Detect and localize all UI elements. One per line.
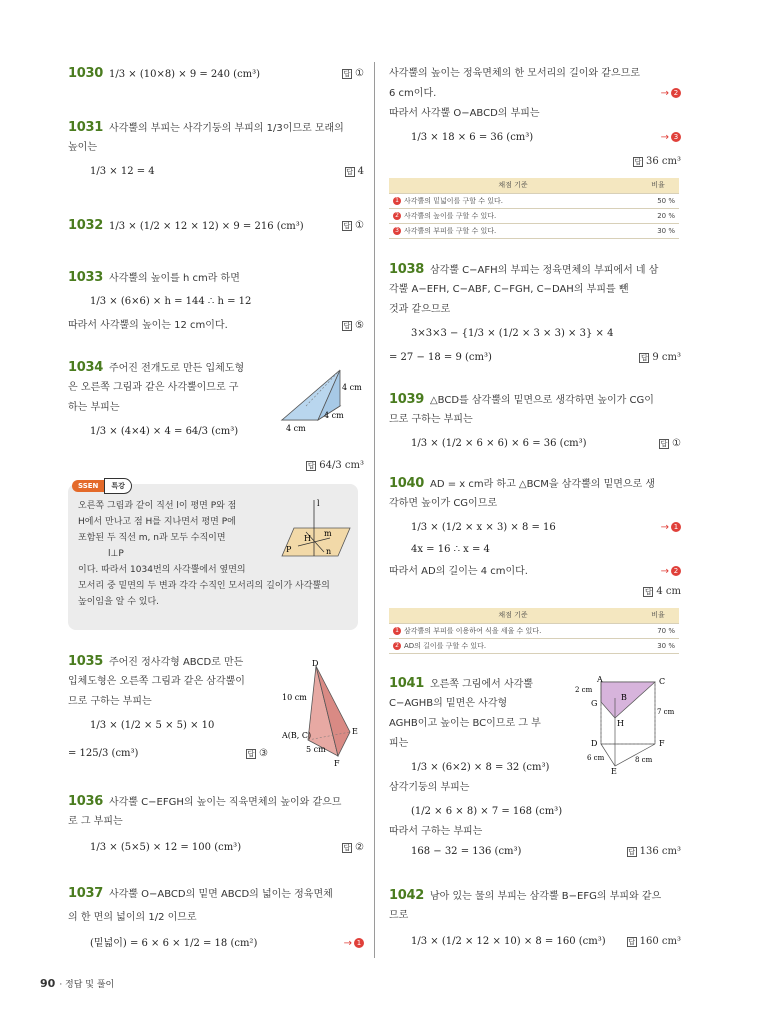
- answer-icon: 답: [343, 221, 351, 230]
- text: 므로 구하는 부피는: [389, 414, 473, 425]
- problem-number: 1038: [389, 262, 424, 277]
- text: 각뿔 A−EFH, C−ABF, C−FGH, C−DAH의 부피를 뺀: [389, 284, 629, 295]
- problem-1037: [68, 884, 364, 954]
- equation: = 27 − 18 = 9 (cm³): [389, 352, 492, 363]
- problem-1039: [389, 390, 681, 454]
- problem-1035: [68, 652, 364, 768]
- tip-text: 오른쪽 그림과 같이 직선 l이 평면 P와 점: [78, 501, 237, 511]
- equation: 1/3 × (1/2 × x × 3) × 8 = 16: [411, 522, 556, 533]
- problem-number: 1037: [68, 886, 103, 901]
- column-divider: [374, 62, 375, 958]
- text: C−AGHB의 밑면은 사각형: [389, 698, 508, 709]
- text: 따라서 AD의 길이는 4 cm이다.: [389, 566, 528, 577]
- figure-label: 4 cm: [324, 411, 344, 420]
- figure-label: 4 cm: [342, 383, 362, 392]
- problem-1038: [389, 260, 681, 368]
- answer-icon: 답: [628, 937, 636, 946]
- text: 므로: [389, 910, 409, 921]
- problem-1037-continued: [389, 64, 681, 172]
- equation: 1/3 × (4×4) × 4 = 64/3 (cm³): [90, 426, 239, 437]
- problem-number: 1036: [68, 794, 103, 809]
- answer-icon: 답: [307, 461, 315, 470]
- text: 주어진 전개도로 만든 입체도형: [108, 363, 245, 374]
- problem-1033: [68, 268, 364, 336]
- section-title: 정답 및 풀이: [65, 980, 115, 990]
- answer-icon: 답: [640, 353, 648, 362]
- text: AGHB이고 높이는 BC이므로 그 부: [389, 718, 541, 729]
- problem-number: 1031: [68, 120, 103, 135]
- figure-label: H: [617, 719, 624, 728]
- figure-label: 7 cm: [657, 708, 675, 716]
- table-row: 2 사각뿔의 높이를 구할 수 있다. 20 %: [389, 208, 679, 223]
- table-header: 채점 기준: [389, 178, 637, 193]
- grading-criteria-table: [389, 608, 679, 654]
- answer-icon: 답: [343, 843, 351, 852]
- text: 주어진 정사각형 ABCD로 만든: [108, 657, 244, 668]
- step-marker: → 1: [344, 934, 364, 954]
- pyramid-figure: [278, 358, 362, 438]
- text: 사각뿔 C−EFGH의 높이는 직육면체의 높이와 같으므: [108, 797, 342, 808]
- equation: 3×3×3 − {1/3 × (1/2 × 3 × 3) × 3} × 4: [411, 328, 614, 339]
- table-header: 비율: [637, 178, 679, 193]
- answer-icon: 답: [343, 69, 351, 78]
- answer: 답 ①: [343, 220, 364, 231]
- problem-number: 1033: [68, 270, 103, 285]
- figure-label: 5 cm: [306, 745, 326, 754]
- answer: 답 136 cm³: [628, 846, 681, 857]
- text: 따라서 구하는 부피는: [389, 826, 483, 837]
- equation: = 125/3 (cm³): [68, 748, 139, 759]
- tip-text: 높이임을 알 수 있다.: [78, 597, 159, 607]
- problem-1042: [389, 886, 681, 952]
- figure-label: 2 cm: [575, 686, 593, 694]
- equation: 1/3 × 18 × 6 = 36 (cm³): [411, 132, 534, 143]
- step-marker: → 2: [661, 562, 681, 582]
- tip-tag: [72, 478, 132, 494]
- text: 로 그 부피는: [68, 816, 123, 827]
- text: 사각뿔 O−ABCD의 밑면 ABCD의 넓이는 정육면체: [108, 889, 333, 900]
- equation: 1/3 × (1/2 × 5 × 5) × 10: [90, 720, 215, 731]
- triangular-pyramid-figure: [282, 660, 362, 770]
- figure-label: A: [597, 675, 603, 684]
- figure-label: 10 cm: [282, 693, 307, 702]
- perpendicular-figure: [268, 494, 352, 574]
- ssen-tip-box: [68, 484, 358, 630]
- answer: 답 4 cm: [644, 586, 681, 597]
- problem-number: 1039: [389, 392, 424, 407]
- table-header: 비율: [637, 608, 679, 623]
- text: 사각뿔의 부피는 사각기둥의 부피의 1/3이므로 모래의: [108, 123, 344, 134]
- answer: 답 ①: [660, 438, 681, 449]
- text: 피는: [389, 738, 409, 749]
- text: 각하면 높이가 CG이므로: [389, 498, 498, 509]
- table-row: 1 사각뿔의 밑넓이를 구할 수 있다. 50 %: [389, 193, 679, 208]
- table-row: 2 AD의 길이를 구할 수 있다. 30 %: [389, 638, 679, 653]
- problem-number: 1041: [389, 676, 424, 691]
- answer-icon: 답: [346, 167, 353, 176]
- text: 따라서 사각뿔 O−ABCD의 부피는: [389, 108, 540, 119]
- figure-label: H: [304, 534, 311, 543]
- figure-label: n: [326, 547, 332, 556]
- prism-figure: [575, 674, 681, 774]
- equation: (밑넓이) = 6 × 6 × 1/2 = 18 (cm²): [90, 938, 258, 949]
- figure-label: D: [312, 659, 319, 668]
- figure-label: E: [352, 727, 358, 736]
- figure-label: m: [324, 529, 332, 538]
- problem-number: 1032: [68, 218, 103, 233]
- page-number: 90: [40, 977, 56, 990]
- text: △BCD를 삼각뿔의 밑면으로 생각하면 높이가 CG이: [429, 395, 654, 406]
- problem-1034: [68, 358, 364, 476]
- step-marker: → 1: [661, 518, 681, 538]
- answer-icon: 답: [247, 749, 255, 758]
- table-row: 3 사각뿔의 부피를 구할 수 있다. 30 %: [389, 223, 679, 238]
- problem-1041: [389, 674, 681, 862]
- figure-label: P: [286, 545, 292, 554]
- table-header: 채점 기준: [389, 608, 637, 623]
- equation: 168 − 32 = 136 (cm³): [411, 846, 522, 857]
- figure-label: E: [611, 767, 617, 776]
- equation: 1/3 × (10×8) × 9 = 240 (cm³): [108, 69, 261, 80]
- answer-icon: 답: [644, 587, 652, 596]
- figure-label: 8 cm: [635, 756, 653, 764]
- figure-label: 6 cm: [587, 754, 605, 762]
- answer: 답 160 cm³: [628, 936, 681, 947]
- problem-number: 1030: [68, 66, 103, 81]
- problem-number: 1042: [389, 888, 424, 903]
- text: 오른쪽 그림에서 사각뿔: [429, 679, 533, 690]
- text: 남아 있는 물의 부피는 삼각뿔 B−EFG의 부피와 같으: [429, 891, 662, 902]
- equation: 1/3 × (1/2 × 6 × 6) × 6 = 36 (cm³): [411, 438, 587, 449]
- answer: 답 9 cm³: [640, 352, 681, 363]
- figure-label: B: [621, 693, 627, 702]
- text: 하는 부피는: [68, 402, 120, 413]
- tip-text: 이다. 따라서 1034번의 사각뿔에서 옆면의: [78, 565, 246, 575]
- text: 사각뿔의 높이는 정육면체의 한 모서리의 길이와 같으므로: [389, 68, 640, 79]
- equation: 1/3 × (1/2 × 12 × 12) × 9 = 216 (cm³): [108, 221, 304, 232]
- answer-icon: 답: [628, 847, 636, 856]
- figure-label: F: [334, 759, 340, 768]
- tip-text: 모서리 중 밑면의 두 변과 각각 수직인 모서리의 길이가 사각뿔의: [78, 581, 330, 591]
- tip-text: 포함된 두 직선 m, n과 모두 수직이면: [78, 533, 226, 543]
- text: 사각뿔의 높이를 h cm라 하면: [108, 273, 240, 284]
- grading-criteria-table: [389, 178, 679, 239]
- figure-label: 4 cm: [286, 424, 306, 433]
- tip-tag-label: 특강: [104, 478, 132, 494]
- text: 은 오른쪽 그림과 같은 사각뿔이므로 구: [68, 382, 239, 393]
- figure-label: l: [317, 499, 320, 508]
- tip-text: H에서 만나고 점 H를 지나면서 평면 P에: [78, 517, 236, 527]
- figure-label: C: [659, 677, 666, 686]
- answer-icon: 답: [343, 321, 351, 330]
- equation: 1/3 × (6×6) × h = 144 ∴ h = 12: [90, 296, 252, 307]
- answer: 답 ⑤: [343, 320, 364, 331]
- answer: 답 36 cm³: [634, 156, 681, 167]
- equation: 1/3 × 12 = 4: [90, 166, 155, 177]
- text: AD = x cm라 하고 △BCM을 삼각뿔의 밑면으로 생: [429, 479, 656, 490]
- table-row: 1 삼각뿔의 부피를 이용하여 식을 세울 수 있다. 70 %: [389, 623, 679, 638]
- text: 입체도형은 오른쪽 그림과 같은 삼각뿔이: [68, 676, 245, 687]
- answer: 답 4: [346, 166, 364, 177]
- text: 므로 구하는 부피는: [68, 696, 152, 707]
- problem-number: 1040: [389, 476, 424, 491]
- equation: 1/3 × (5×5) × 12 = 100 (cm³): [90, 842, 242, 853]
- answer-icon: 답: [634, 157, 642, 166]
- problem-number: 1034: [68, 360, 103, 375]
- text: 높이는: [68, 142, 97, 153]
- text: 의 한 면의 넓이의 1/2 이므로: [68, 912, 197, 923]
- text: 삼각뿔 C−AFH의 부피는 정육면체의 부피에서 네 삼: [429, 265, 659, 276]
- problem-1031: [68, 118, 364, 182]
- problem-1030: [68, 64, 364, 84]
- answer-icon: 답: [660, 439, 668, 448]
- figure-label: D: [591, 739, 598, 748]
- equation: 1/3 × (1/2 × 12 × 10) × 8 = 160 (cm³): [411, 936, 606, 947]
- problem-1040: [389, 474, 681, 602]
- step-marker: → 3: [661, 128, 681, 148]
- equation: (1/2 × 6 × 8) × 7 = 168 (cm³): [411, 806, 563, 817]
- answer: 답 ②: [343, 842, 364, 853]
- text: 따라서 사각뿔의 높이는 12 cm이다.: [68, 320, 228, 331]
- tip-tag-brand: SSEN: [72, 480, 104, 492]
- text: 것과 같으므로: [389, 304, 451, 315]
- page-footer: 90 · 정답 및 풀이: [40, 977, 115, 990]
- answer: 답 ③: [247, 748, 268, 759]
- equation: 4x = 16 ∴ x = 4: [411, 544, 490, 555]
- equation: 1/3 × (6×2) × 8 = 32 (cm³): [411, 762, 550, 773]
- answer: 답 64/3 cm³: [307, 460, 364, 471]
- problem-number: 1035: [68, 654, 103, 669]
- problem-1036: [68, 792, 364, 858]
- problem-1032: [68, 216, 364, 236]
- answer: 답 ①: [343, 68, 364, 79]
- figure-label: G: [591, 699, 598, 708]
- text: 6 cm이다.: [389, 88, 437, 99]
- figure-label: A(B, C): [282, 731, 312, 740]
- text: 삼각기둥의 부피는: [389, 782, 470, 793]
- figure-label: F: [659, 739, 665, 748]
- step-marker: → 2: [661, 84, 681, 104]
- tip-text: l⊥P: [108, 549, 124, 559]
